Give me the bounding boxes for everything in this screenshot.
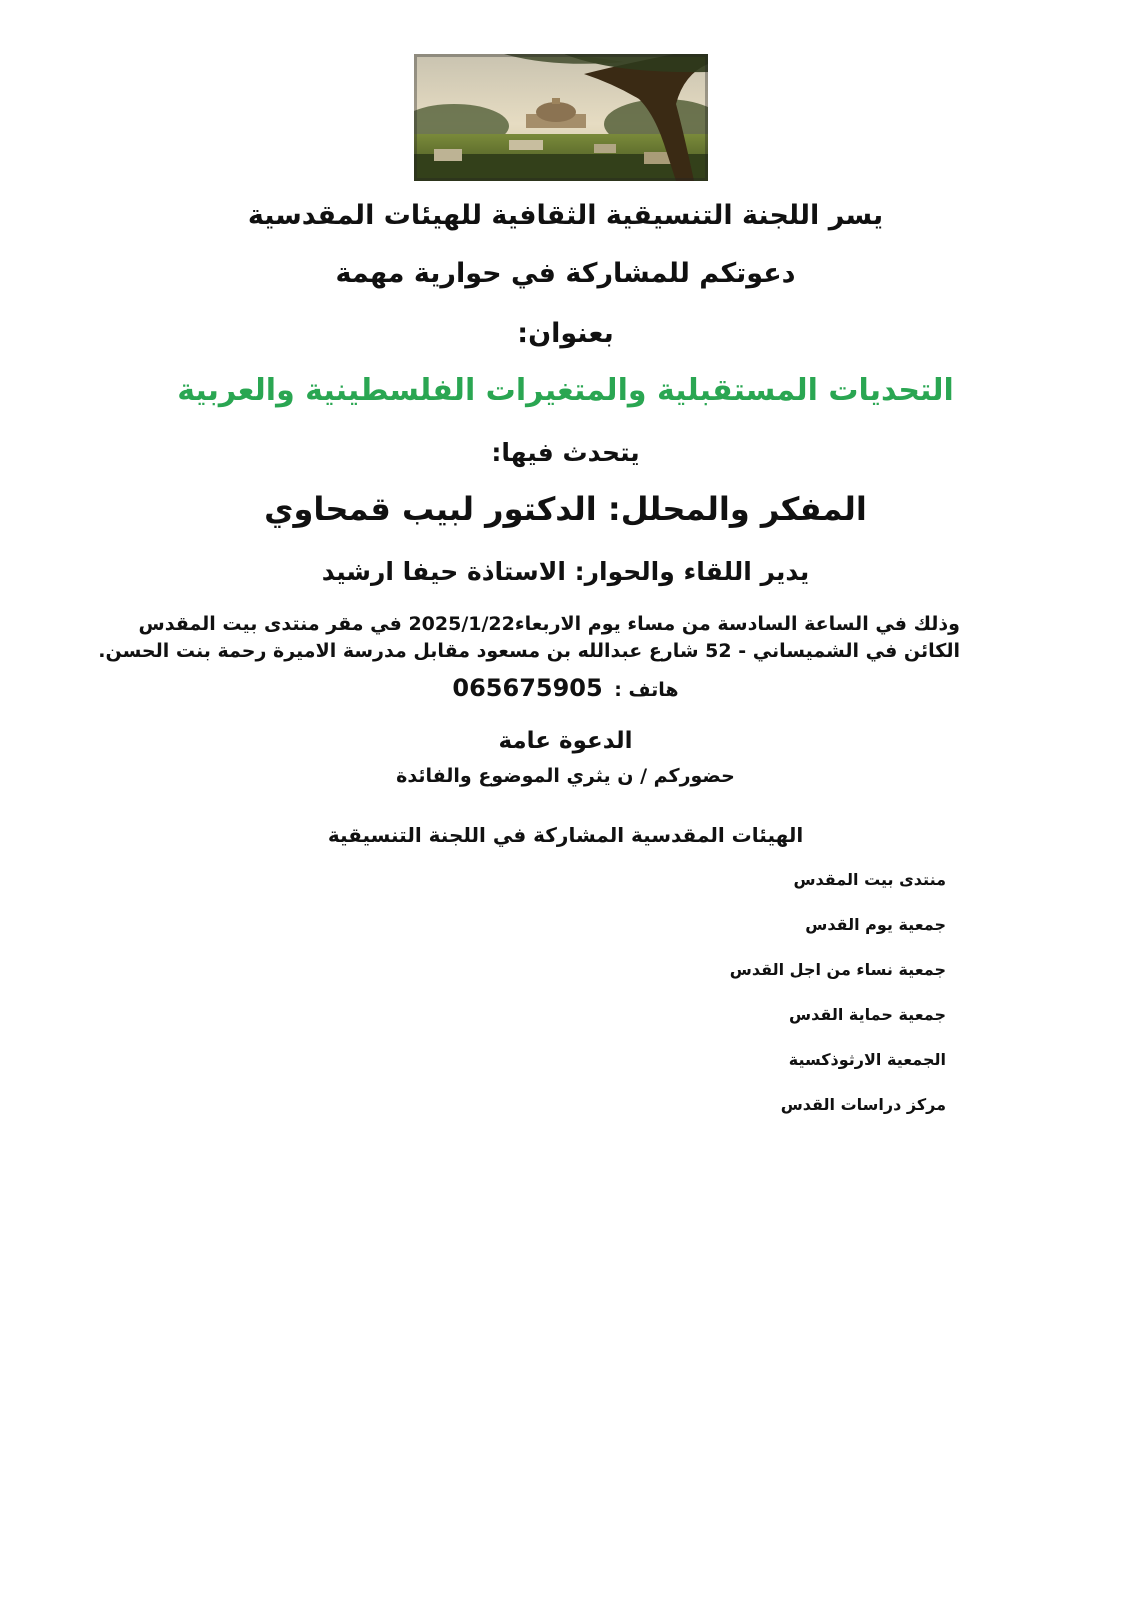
list-item: مركز دراسات القدس — [780, 1095, 946, 1114]
list-item: الجمعية الارثوذكسية — [788, 1050, 946, 1069]
invitation-line: دعوتكم للمشاركة في حوارية مهمة — [335, 258, 796, 289]
list-item: جمعية يوم القدس — [805, 915, 946, 934]
phone-number: 065675905 — [452, 674, 603, 702]
event-time-line: وذلك في الساعة السادسة من مساء يوم الاربعاء2025/1/22 في مقر منتدى بيت المقدس — [138, 613, 960, 635]
event-details — [98, 611, 960, 665]
dome-landscape-image — [414, 54, 708, 181]
speaker-label: يتحدث فيها: — [491, 438, 640, 467]
open-invitation: الدعوة عامة — [498, 728, 633, 754]
organizer-line: يسر اللجنة التنسيقية الثقافية للهيئات المقدسية — [247, 200, 884, 231]
phone-label: هاتف : — [614, 679, 679, 701]
orgs-list — [730, 869, 946, 1139]
event-location-line: الكائن في الشميساني - 52 شارع عبدالله بن مسعود مقابل مدرسة الاميرة رحمة بنت الحسن. — [98, 640, 960, 662]
event-title: التحديات المستقبلية والمتغيرات الفلسطينية والعربية — [177, 373, 954, 408]
orgs-heading: الهيئات المقدسية المشاركة في اللجنة التنسيقية — [327, 823, 804, 847]
moderator-line: يدير اللقاء والحوار: الاستاذة حيفا ارشيد — [321, 557, 810, 586]
list-item: جمعية حماية القدس — [789, 1005, 946, 1024]
speaker-name: المفكر والمحلل: الدكتور لبيب قمحاوي — [264, 490, 867, 528]
header-photo — [414, 54, 708, 181]
title-label: بعنوان: — [517, 318, 614, 349]
phone-line — [0, 674, 1131, 702]
list-item: منتدى بيت المقدس — [793, 870, 946, 889]
attendance-note: حضوركم / ن يثري الموضوع والفائدة — [396, 765, 735, 787]
list-item: جمعية نساء من اجل القدس — [729, 960, 946, 979]
